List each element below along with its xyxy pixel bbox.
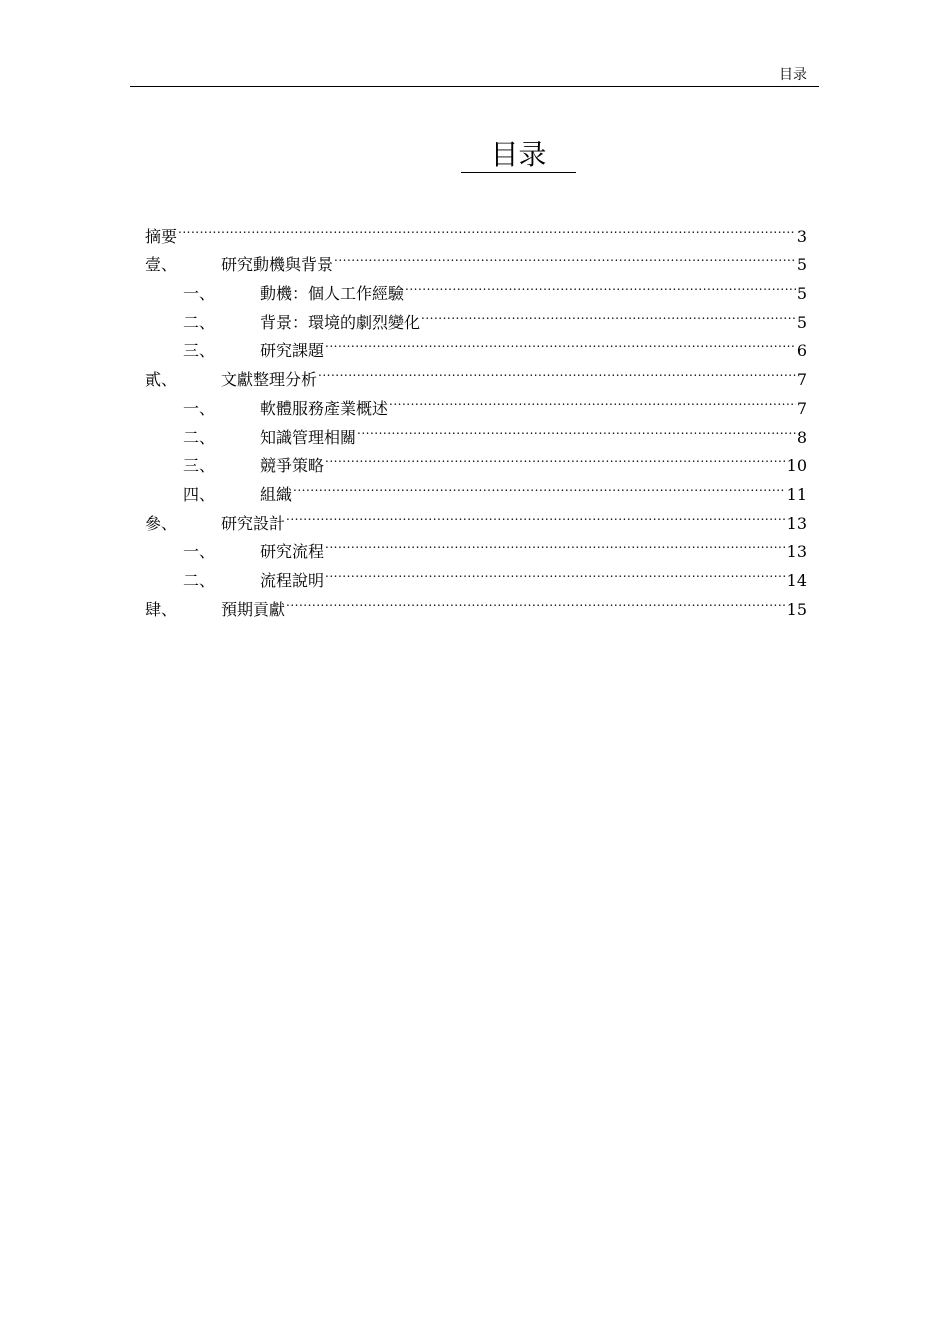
toc-entry-page-number: 10: [786, 456, 807, 476]
toc-entry-label: 研究動機與背景: [221, 255, 334, 275]
toc-entry-page-number: 5: [796, 255, 807, 275]
toc-entry-number: 肆、: [145, 599, 178, 619]
toc-entry-number: 貳、: [145, 370, 178, 390]
toc-dot-leader: [286, 500, 786, 529]
toc-dot-leader: [334, 242, 796, 271]
toc-dot-leader: [318, 356, 796, 385]
toc-entry-page-number: 5: [796, 312, 807, 332]
toc-dot-leader: [325, 443, 786, 472]
toc-dot-leader: [293, 471, 786, 500]
toc-dot-leader: [325, 557, 786, 586]
toc-entry[interactable]: [145, 242, 807, 275]
toc-entry-page-number: 5: [796, 284, 807, 304]
toc-entry[interactable]: [145, 213, 807, 246]
toc-dot-leader: [178, 213, 796, 242]
running-header-title: 目录: [779, 67, 807, 83]
toc-dot-leader: [325, 529, 786, 558]
toc-entry-number: 一、: [183, 398, 216, 418]
toc-entry-page-number: 7: [796, 398, 807, 418]
toc-entry-label: 文獻整理分析: [221, 370, 318, 390]
toc-entry-label: 研究設計: [221, 513, 286, 533]
toc-entry-number: 壹、: [145, 255, 178, 275]
toc-entry-label: 摘要: [145, 226, 178, 246]
toc-entry-number: 一、: [183, 542, 216, 562]
toc-dot-leader: [405, 270, 796, 299]
toc-entry-label: 組織: [260, 484, 293, 504]
toc-entry-page-number: 13: [786, 542, 807, 562]
toc-dot-leader: [389, 385, 796, 414]
toc-dot-leader: [421, 299, 796, 328]
toc-entry-label: 流程說明: [260, 570, 325, 590]
toc-entry-number: 三、: [183, 456, 216, 476]
toc-entry-number: 二、: [183, 312, 216, 332]
toc-dot-leader: [286, 586, 786, 615]
toc-entry-label: 軟體服務產業概述: [260, 398, 389, 418]
toc-entry-label: 動機：個人工作經驗: [260, 284, 405, 304]
toc-entry-page-number: 8: [796, 427, 807, 447]
page-title: 目录: [461, 138, 576, 173]
toc-entry-page-number: 14: [786, 570, 807, 590]
toc-entry-label: 預期貢獻: [221, 599, 286, 619]
toc-entry-label: 背景：環境的劇烈變化: [260, 312, 421, 332]
toc-dot-leader: [357, 414, 796, 443]
toc-entry-number: 參、: [145, 513, 178, 533]
toc-entry-label: 知識管理相關: [260, 427, 357, 447]
toc-entry-page-number: 3: [796, 226, 807, 246]
toc-entry-number: 一、: [183, 284, 216, 304]
toc-entry-label: 競爭策略: [260, 456, 325, 476]
toc-entry-page-number: 7: [796, 370, 807, 390]
toc-entry-label: 研究流程: [260, 542, 325, 562]
toc-entry-number: 三、: [183, 341, 216, 361]
toc-entry-page-number: 11: [786, 484, 807, 504]
running-header: [130, 66, 819, 87]
toc-entry-number: 二、: [183, 570, 216, 590]
toc-entry-label: 研究課題: [260, 341, 325, 361]
toc-entry-page-number: 15: [786, 599, 807, 619]
toc-entry-page-number: 6: [796, 341, 807, 361]
toc-dot-leader: [325, 328, 796, 357]
toc-entry-number: 四、: [183, 484, 216, 504]
table-of-contents: [145, 213, 807, 619]
toc-entry-number: 二、: [183, 427, 216, 447]
toc-entry-page-number: 13: [786, 513, 807, 533]
